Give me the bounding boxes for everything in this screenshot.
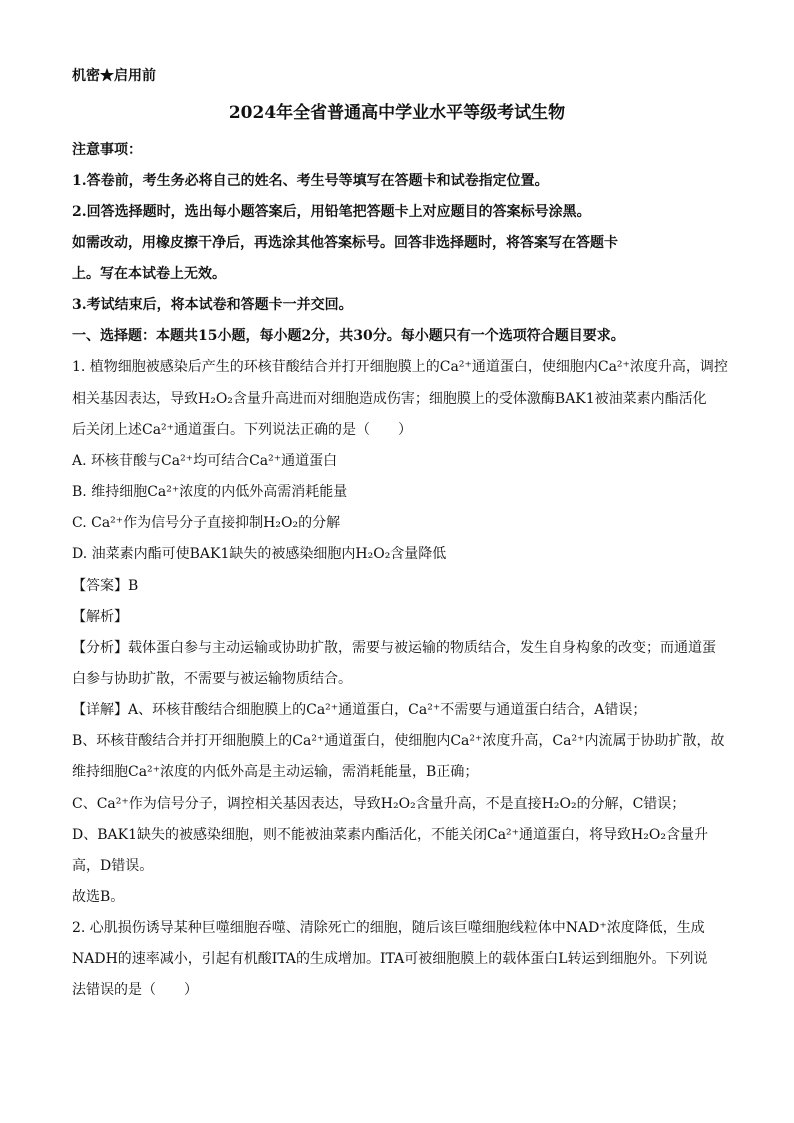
notice-item-3: 3.考试结束后，将本试卷和答题卡一并交回。 bbox=[72, 297, 353, 313]
q2-stem-line-3: 法错误的是（ ） bbox=[72, 982, 198, 998]
q1-analysis-heading: 【解析】 bbox=[72, 609, 128, 625]
q1-option-b: B. 维持细胞Ca²⁺浓度的内低外高需消耗能量 bbox=[72, 484, 348, 500]
q2-stem-line-2: NADH的速率减小，引起有机酸ITA的生成增加。ITA可被细胞膜上的载体蛋白L转运到细胞外。下列说 bbox=[72, 951, 708, 967]
q1-analysis-line-2: 白参与协助扩散，不需要与被运输物质结合。 bbox=[72, 671, 352, 687]
q1-analysis-line-1: 【分析】载体蛋白参与主动运输或协助扩散，需要与被运输的物质结合，发生自身构象的改变；而通道蛋 bbox=[72, 640, 716, 656]
section-1-heading: 一、选择题：本题共15小题，每小题2分，共30分。每小题只有一个选项符合题目要求。 bbox=[72, 328, 625, 344]
q1-option-a: A. 环核苷酸与Ca²⁺均可结合Ca²⁺通道蛋白 bbox=[72, 453, 338, 469]
q2-stem-line-1: 2. 心肌损伤诱导某种巨噬细胞吞噬、清除死亡的细胞，随后该巨噬细胞线粒体中NAD⁺浓度降低，生成 bbox=[72, 920, 705, 936]
q1-option-c: C. Ca²⁺作为信号分子直接抑制H₂O₂的分解 bbox=[72, 515, 341, 531]
q1-detail-line-4: C、Ca²⁺作为信号分子，调控相关基因表达，导致H₂O₂含量升高，不是直接H₂O₂的分解，C错误； bbox=[72, 796, 686, 812]
q1-detail-line-1: 【详解】A、环核苷酸结合细胞膜上的Ca²⁺通道蛋白，Ca²⁺不需要与通道蛋白结合，A错误； bbox=[72, 702, 647, 718]
q1-detail-line-5: D、BAK1缺失的被感染细胞，则不能被油菜素内酯活化，不能关闭Ca²⁺通道蛋白，将导致H₂O₂含量升 bbox=[72, 827, 708, 843]
q1-stem-line-1: 1. 植物细胞被感染后产生的环核苷酸结合并打开细胞膜上的Ca²⁺通道蛋白，使细胞内Ca²⁺浓度升高，调控 bbox=[72, 359, 728, 375]
notice-item-1: 1.答卷前，考生务必将自己的姓名、考生号等填写在答题卡和试卷指定位置。 bbox=[72, 173, 549, 189]
notice-item-2-line-2: 如需改动，用橡皮擦干净后，再选涂其他答案标号。回答非选择题时，将答案写在答题卡 bbox=[72, 235, 618, 251]
q1-stem-line-2: 相关基因表达，导致H₂O₂含量升高进而对细胞造成伤害；细胞膜上的受体激酶BAK1被油菜素内酯活化 bbox=[72, 391, 707, 407]
secret-mark: 机密★启用前 bbox=[72, 68, 156, 84]
q1-conclusion: 故选B。 bbox=[72, 889, 125, 905]
notice-item-2-line-3: 上。写在本试卷上无效。 bbox=[72, 266, 226, 282]
q1-answer: 【答案】B bbox=[72, 578, 139, 594]
q1-stem-line-3: 后关闭上述Ca²⁺通道蛋白。下列说法正确的是（ ） bbox=[72, 422, 413, 438]
notice-item-2-line-1: 2.回答选择题时，选出每小题答案后，用铅笔把答题卡上对应题目的答案标号涂黑。 bbox=[72, 204, 591, 220]
q1-option-d: D. 油菜素内酯可使BAK1缺失的被感染细胞内H₂O₂含量降低 bbox=[72, 546, 447, 562]
notice-heading: 注意事项： bbox=[72, 142, 142, 158]
q1-detail-line-3: 维持细胞Ca²⁺浓度的内低外高是主动运输，需消耗能量，B正确； bbox=[72, 764, 479, 780]
page-title: 2024年全省普通高中学业水平等级考试生物 bbox=[228, 103, 566, 123]
q1-detail-line-6: 高，D错误。 bbox=[72, 858, 154, 874]
q1-detail-line-2: B、环核苷酸结合并打开细胞膜上的Ca²⁺通道蛋白，使细胞内Ca²⁺浓度升高，Ca²⁺内流属于协助扩散，故 bbox=[72, 733, 725, 749]
